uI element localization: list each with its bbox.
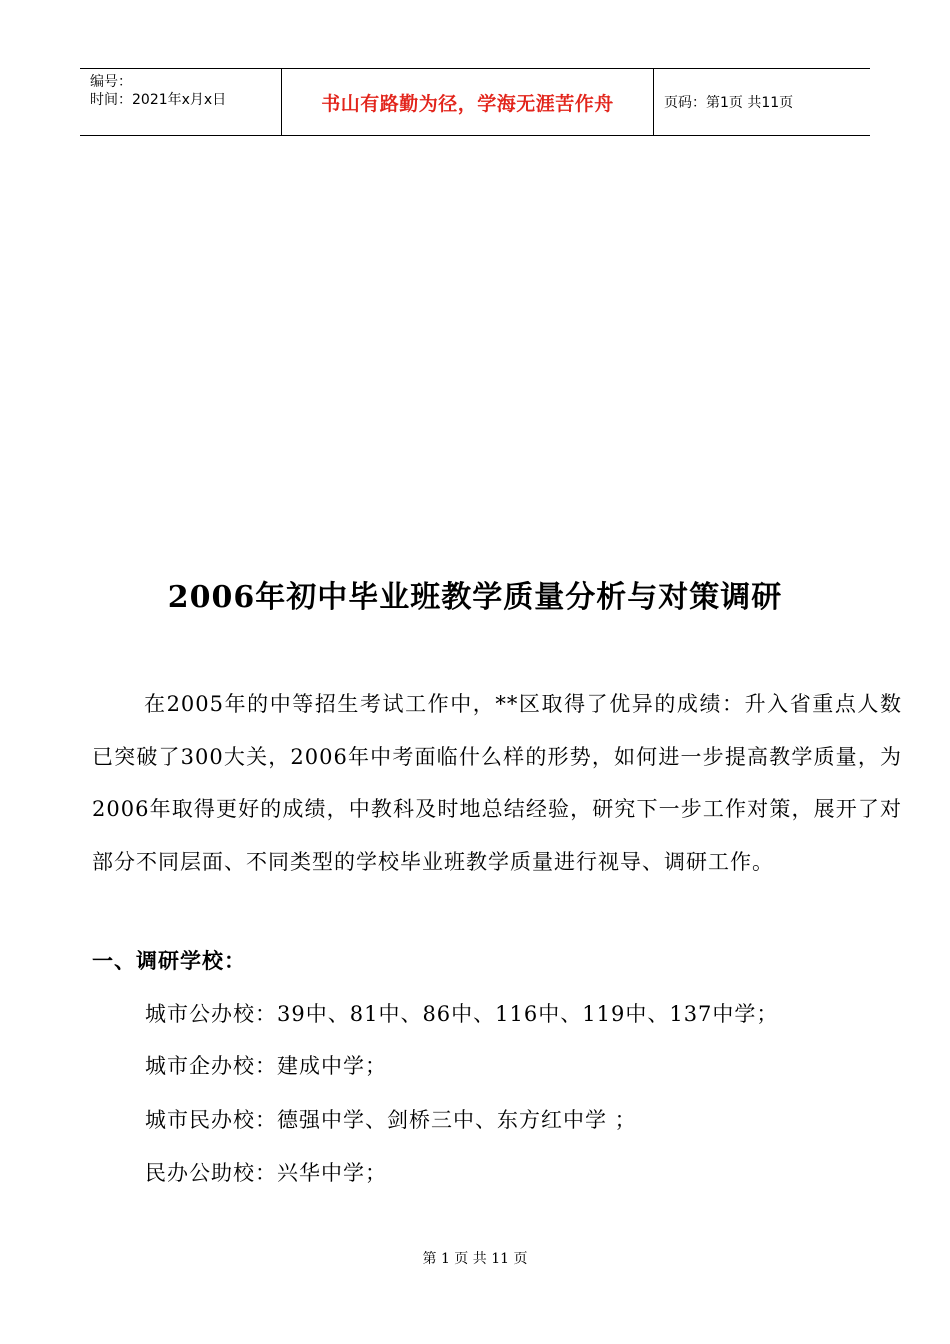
school-list-item: 城市公办校：39中、81中、86中、116中、119中、137中学； [145, 1002, 779, 1026]
document-header [80, 68, 870, 136]
school-list-item: 城市民办校：德强中学、剑桥三中、东方红中学 ； [145, 1108, 637, 1132]
page-footer: 第 1 页 共 11 页 [422, 1251, 528, 1267]
section-heading-schools: 一、调研学校： [92, 948, 246, 973]
school-list-item: 民办公助校：兴华中学； [145, 1161, 387, 1185]
header-meta-cell [80, 69, 282, 135]
school-list-item: 城市企办校：建成中学； [145, 1054, 387, 1078]
serial-label: 编号： [90, 74, 132, 90]
time-label: 时间：2021年x月x日 [90, 92, 227, 108]
document-title: 2006年初中毕业班教学质量分析与对策调研 [167, 580, 783, 615]
page-info: 页码：第1页 共11页 [664, 95, 794, 111]
header-motto-cell [282, 69, 654, 135]
intro-paragraph: 在2005年的中等招生考试工作中，**区取得了优异的成绩：升入省重点人数已突破了300大关，2006年中考面临什么样的形势，如何进一步提高教学质量，为2006年取得更好的成绩，中教科及时地总结经验，研究下一步工作对策，展开了对部分不同层面、不同类型的学校毕业班教学质量进行视导、调研工作。 [92, 692, 902, 874]
header-page-cell [654, 69, 870, 135]
motto-text: 书山有路勤为径，学海无涯苦作舟 [321, 92, 614, 115]
